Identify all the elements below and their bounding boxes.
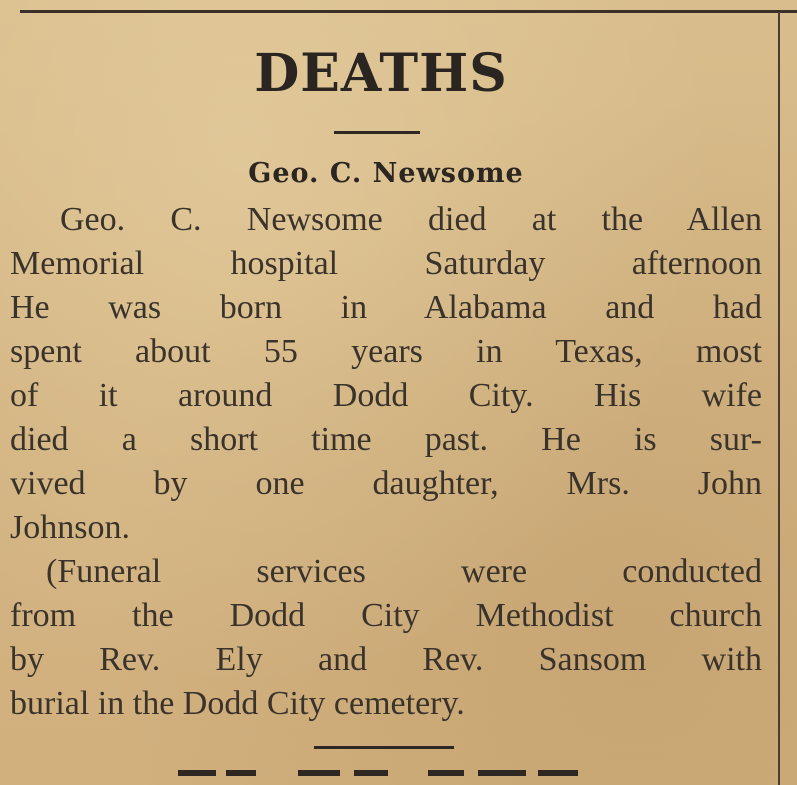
paragraph-2-line: (Funeral services were conducted <box>46 553 762 590</box>
paragraph-1-line: He was born in Alabama and had <box>10 289 762 326</box>
paragraph-1-line: Memorial hospital Saturday afternoon <box>10 245 762 282</box>
section-title: DEATHS <box>254 43 508 104</box>
headline-divider <box>334 131 420 134</box>
top-column-rule <box>20 10 797 13</box>
paragraph-1-line: Johnson. <box>10 509 130 546</box>
obituary-body <box>10 198 762 726</box>
next-heading-cutoff <box>178 770 598 785</box>
paragraph-1-line: spent about 55 years in Texas, most <box>10 333 762 370</box>
paragraph-1-line: Geo. C. Newsome died at the Allen <box>60 201 762 238</box>
paragraph-1-line: died a short time past. He is sur- <box>10 421 762 458</box>
paragraph-1-line: of it around Dodd City. His wife <box>10 377 762 414</box>
obituary-name-heading: Geo. C. Newsome <box>248 158 524 189</box>
paragraph-2-line: by Rev. Ely and Rev. Sansom with <box>10 641 762 678</box>
paragraph-2-line: burial in the Dodd City cemetery. <box>10 685 465 722</box>
paragraph-1-line: vived by one daughter, Mrs. John <box>10 465 762 502</box>
paragraph-2-line: from the Dodd City Methodist church <box>10 597 762 634</box>
end-of-notice-divider <box>314 746 454 749</box>
right-column-rule <box>778 12 780 785</box>
